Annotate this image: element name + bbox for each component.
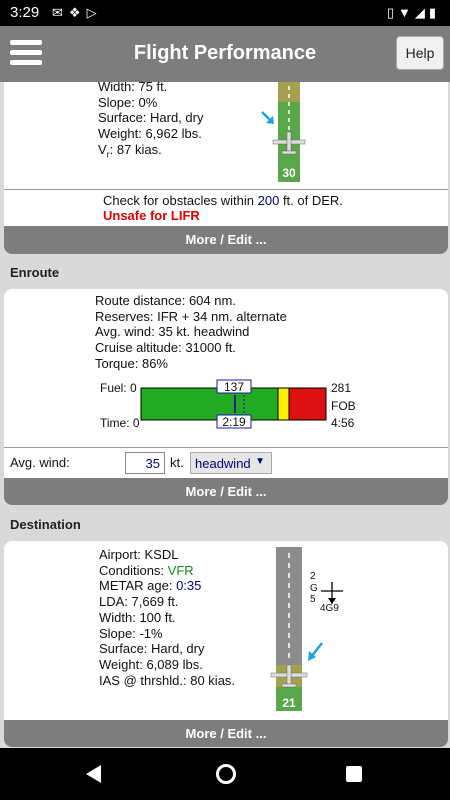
status-bar xyxy=(0,0,450,26)
fuel-total: 281 xyxy=(331,381,352,395)
wind-label-2: G xyxy=(310,583,318,594)
departure-card xyxy=(4,82,448,254)
wind-label-3: 5 xyxy=(310,594,316,605)
destination-more-edit-button[interactable]: More / Edit ... xyxy=(4,720,448,747)
destination-runway-number: 21 xyxy=(282,696,296,710)
notification-icons xyxy=(52,5,103,21)
departure-vr: $V_r$: 87 kias. xyxy=(98,141,162,160)
fob-label: FOB xyxy=(331,399,356,413)
departure-info xyxy=(98,82,204,163)
departure-runway-number: 30 xyxy=(282,166,296,180)
clock: 3:29 xyxy=(10,4,40,21)
departure-width: Width: 75 ft. xyxy=(98,82,168,94)
obstacle-check: Check for obstacles within 200 ft. of DER. xyxy=(103,193,343,208)
reserves: Reserves: IFR + 34 nm. alternate xyxy=(95,308,287,324)
system-icons xyxy=(387,5,440,21)
destination-card xyxy=(4,541,448,747)
route-distance: Route distance: 604 nm. xyxy=(95,293,236,308)
fuel-bar-yellow xyxy=(278,388,289,420)
avg-wind-label: Avg. wind: xyxy=(10,455,70,470)
page-title: Flight Performance xyxy=(133,42,317,64)
avg-wind-summary: Avg. wind: 35 kt. headwind xyxy=(95,324,250,340)
departure-slope: Slope: 0% xyxy=(98,94,158,110)
metar-age: METAR age: 0:35 xyxy=(99,578,202,594)
torque: Torque: 86% xyxy=(95,355,168,371)
destination-info xyxy=(99,547,235,688)
enroute-info xyxy=(95,293,287,372)
ias-threshold: IAS @ thrshld.: 80 kias. xyxy=(99,672,236,688)
divider xyxy=(4,189,448,190)
divider xyxy=(4,447,448,448)
destination-slope: Slope: -1% xyxy=(99,625,163,641)
wind-type-select[interactable] xyxy=(190,452,272,474)
vibrate-icon: ▯ xyxy=(386,5,398,20)
fuel-bar-green xyxy=(141,388,278,420)
lifr-warning: Unsafe for LIFR xyxy=(103,208,200,223)
drive-icon: ❖ xyxy=(68,5,87,20)
enroute-card xyxy=(4,289,448,505)
destination-surface: Surface: Hard, dry xyxy=(99,641,205,657)
wind-label-1: 2 xyxy=(310,571,316,582)
time-label: Time: 0 xyxy=(100,416,140,430)
play-store-icon: ▷ xyxy=(86,5,103,20)
cruise-altitude: Cruise altitude: 31000 ft. xyxy=(95,340,236,356)
wind-value: 4G9 xyxy=(320,603,339,614)
home-icon[interactable] xyxy=(216,764,236,784)
app-bar xyxy=(0,26,450,82)
wifi-icon: ▼ xyxy=(397,5,415,20)
departure-more-edit-button[interactable]: More / Edit ... xyxy=(4,226,448,254)
signal-icon: ◢ xyxy=(414,5,429,20)
battery-icon: ▮ xyxy=(428,5,440,20)
lda: LDA: 7,669 ft. xyxy=(99,594,179,610)
destination-section-label: Destination xyxy=(10,517,81,532)
runway-overrun xyxy=(278,82,300,102)
avg-wind-input[interactable]: 35 xyxy=(125,452,165,474)
gmail-icon: ✉ xyxy=(52,5,69,20)
fuel-marker-value: 137 xyxy=(223,380,245,394)
airport: Airport: KSDL xyxy=(99,547,179,562)
help-button[interactable]: Help xyxy=(396,36,444,70)
enroute-more-edit-button[interactable]: More / Edit ... xyxy=(4,478,448,505)
enroute-section-label: Enroute xyxy=(10,265,60,280)
fuel-label: Fuel: 0 xyxy=(100,381,137,395)
back-icon[interactable] xyxy=(86,765,101,783)
time-marker-value: 2:19 xyxy=(222,415,246,429)
wind-type-value: headwind xyxy=(195,456,251,471)
time-total: 4:56 xyxy=(331,416,355,430)
conditions: Conditions: VFR xyxy=(99,562,194,578)
destination-weight: Weight: 6,089 lbs. xyxy=(99,656,203,672)
avg-wind-unit: kt. xyxy=(170,455,184,470)
departure-surface: Surface: Hard, dry xyxy=(98,110,204,126)
system-nav-bar xyxy=(0,748,450,800)
destination-width: Width: 100 ft. xyxy=(99,609,176,625)
recent-apps-icon[interactable] xyxy=(346,766,362,782)
wind-barb-icon xyxy=(321,582,343,604)
departure-weight: Weight: 6,962 lbs. xyxy=(98,126,202,142)
aircraft-icon xyxy=(273,132,305,154)
destination-runway-diagram xyxy=(254,547,364,719)
chevron-down-icon: ▼ xyxy=(255,456,265,467)
fuel-bar-red xyxy=(289,388,326,420)
